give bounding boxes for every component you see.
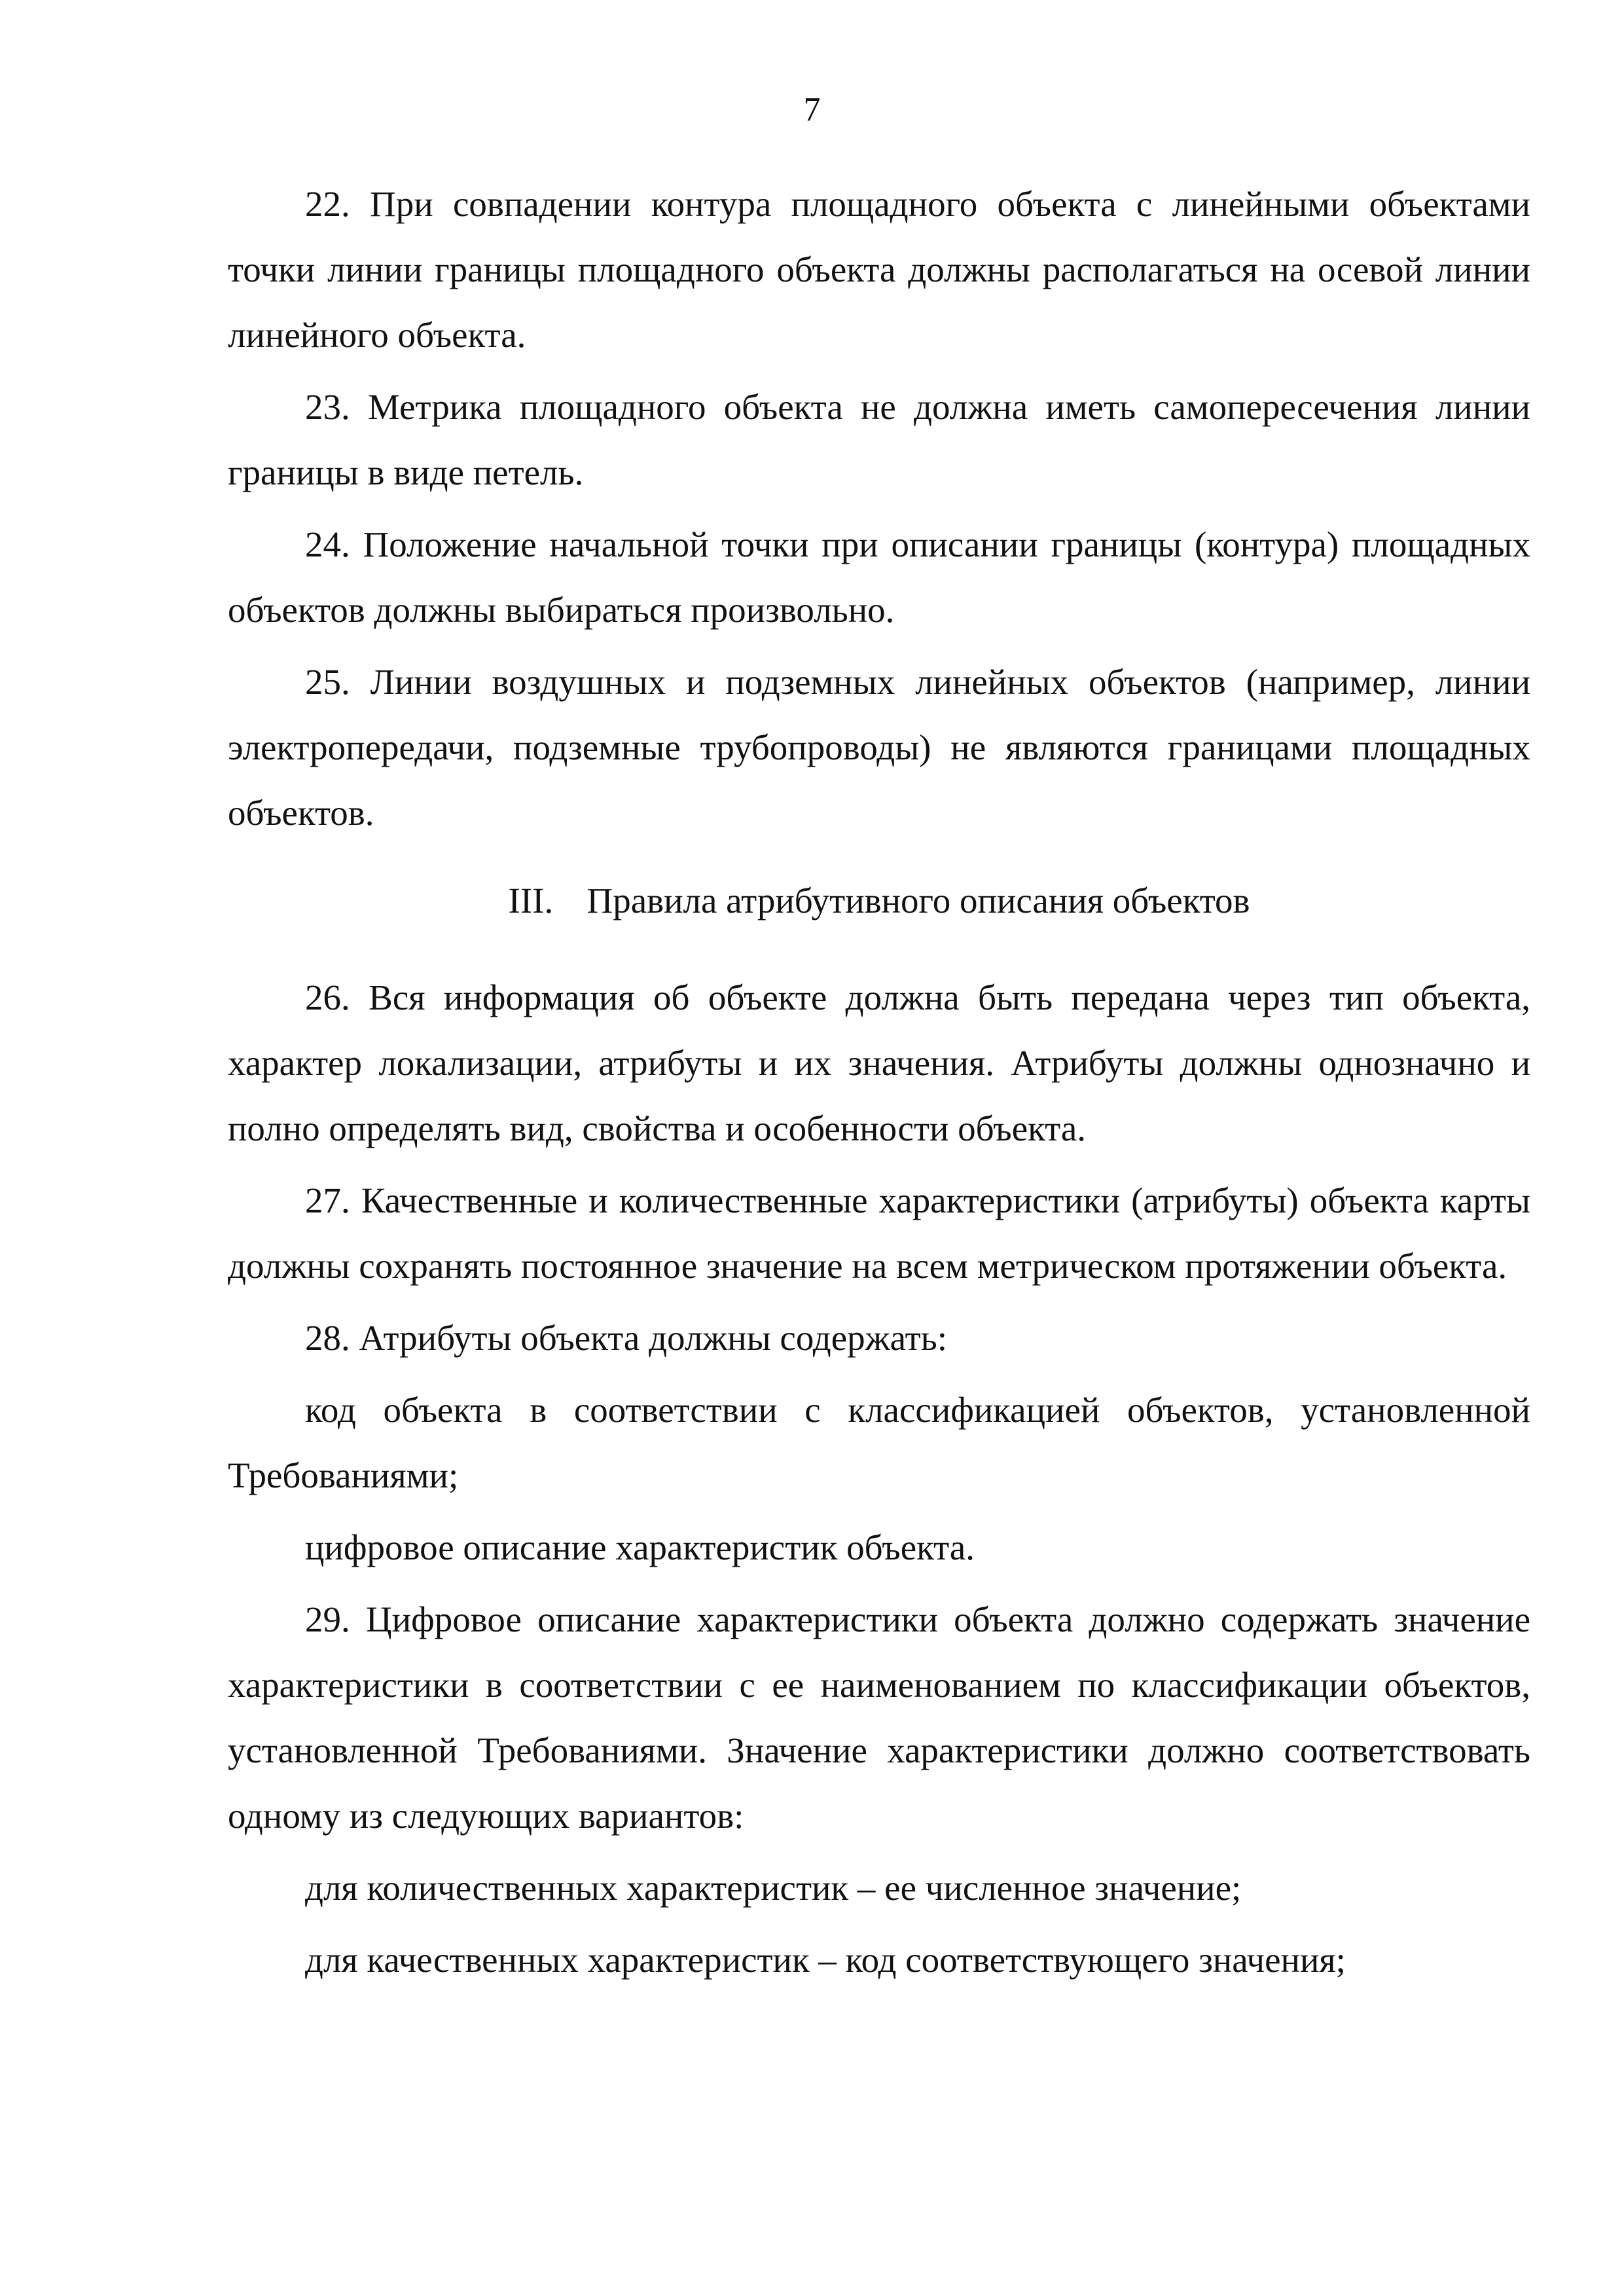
section-title: Правила атрибутивного описания объектов [586,881,1250,920]
paragraph-number: 23. [305,387,350,427]
paragraph-text: Вся информация об объекте должна быть передана через тип объекта, характер локализации, атрибуты и их значения. Атрибуты должны однозначно и полно определять вид, свойства и особенности объекта. [228,977,1530,1148]
paragraph-text: Качественные и количественные характеристики (атрибуты) объекта карты должны сохранять постоянное значение на всем метрическом протяжении объекта. [228,1180,1530,1286]
paragraph-28 [228,1305,1530,1371]
paragraph-text: для качественных характеристик – код соответствующего значения; [305,1940,1346,1980]
paragraph-text: При совпадении контура площадного объекта с линейными объектами точки линии границы площадного объекта должны располагаться на осевой линии линейного объекта. [228,184,1530,355]
paragraph-text: Положение начальной точки при описании границы (контура) площадных объектов должны выбираться произвольно. [228,524,1530,630]
list-item-qualitative [228,1927,1530,1993]
paragraph-26 [228,965,1530,1161]
section-numeral: III. [508,881,554,920]
paragraph-23 [228,374,1530,505]
paragraph-number: 24. [305,524,350,564]
paragraph-27 [228,1168,1530,1299]
paragraph-number: 26. [305,977,350,1017]
paragraph-22 [228,172,1530,368]
document-body [228,172,1530,1999]
paragraph-number: 25. [305,662,350,702]
page-number: 7 [803,91,821,128]
paragraph-number: 27. [305,1180,350,1220]
paragraph-25 [228,649,1530,846]
paragraph-text: Метрика площадного объекта не должна иметь самопересечения линии границы в виде петель. [228,387,1530,492]
paragraph-text: код объекта в соответствии с классификацией объектов, установленной Требованиями; [228,1390,1530,1495]
paragraph-number: 29. [305,1599,350,1639]
section-heading [228,868,1530,934]
paragraph-text: Линии воздушных и подземных линейных объектов (например, линии электропередачи, подземные трубопроводы) не являются границами площадных объектов. [228,662,1531,833]
list-item-object-code [228,1377,1530,1508]
paragraph-number: 22. [305,184,350,224]
paragraph-text: Цифровое описание характеристики объекта должно содержать значение характеристики в соответствии с ее наименованием по классификации объектов, установленной Требованиями. Значение характеристики должно соответствовать одному из следующих вариантов: [228,1599,1531,1836]
list-item-quantitative [228,1855,1530,1921]
paragraph-24 [228,512,1530,643]
paragraph-number: 28. [305,1318,350,1358]
list-item-digital-description [228,1515,1530,1580]
paragraph-29 [228,1587,1530,1849]
paragraph-text: Атрибуты объекта должны содержать: [359,1318,948,1358]
paragraph-text: для количественных характеристик – ее численное значение; [305,1868,1242,1908]
paragraph-text: цифровое описание характеристик объекта. [305,1527,975,1567]
